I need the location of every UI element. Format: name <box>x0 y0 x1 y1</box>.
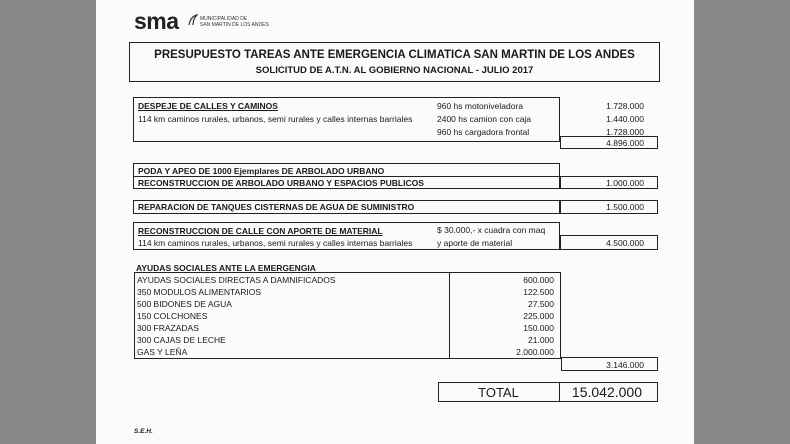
ayudas-item-label: 150 COLCHONES <box>137 311 208 321</box>
document-page <box>96 0 694 444</box>
ayudas-item-label: GAS Y LEÑA <box>137 347 188 357</box>
municipality-logo <box>134 10 274 38</box>
ayudas-item-value: 2.000.000 <box>516 347 554 357</box>
reconstruccion-note-2: y aporte de material <box>437 238 513 248</box>
ayudas-item-label: 300 CAJAS DE LECHE <box>137 335 226 345</box>
section-calles-detail: 114 km caminos rurales, urbanos, semi rurales y calles internas barriales <box>138 114 413 124</box>
poda-line-1: PODA Y APEO DE 1000 Ejemplares DE ARBOLADO URBANO <box>138 166 385 176</box>
reconstruccion-value: 4.500.000 <box>606 238 644 248</box>
calles-subtotal-value: 4.896.000 <box>606 138 644 148</box>
ayudas-item-value: 122.500 <box>523 287 554 297</box>
ayudas-item-value: 27.500 <box>528 299 554 309</box>
ayudas-column-divider <box>449 272 450 359</box>
reconstruccion-detail: 114 km caminos rurales, urbanos, semi rurales y calles internas barriales <box>138 238 413 248</box>
ayudas-item-label: 350 MODULOS ALIMENTARIOS <box>137 287 262 297</box>
ayudas-item-value: 21.000 <box>528 335 554 345</box>
logo-swoosh-icon <box>188 13 198 31</box>
ayudas-item-label: AYUDAS SOCIALES DIRECTAS A DAMNIFICADOS <box>137 275 336 285</box>
tanques-label: REPARACION DE TANQUES CISTERNAS DE AGUA DE SUMINISTRO <box>138 202 415 212</box>
title-box <box>129 42 660 82</box>
poda-divider <box>133 176 560 177</box>
ayudas-item-label: 300 FRAZADAS <box>137 323 199 333</box>
logo-text: sma <box>134 8 179 34</box>
calles-item-value: 1.728.000 <box>606 127 644 137</box>
poda-line-2: RECONSTRUCCION DE ARBOLADO URBANO Y ESPACIOS PUBLICOS <box>138 178 424 188</box>
calles-item-value: 1.728.000 <box>606 101 644 111</box>
total-value: 15.042.000 <box>571 384 642 400</box>
ayudas-item-value: 600.000 <box>523 275 554 285</box>
ayudas-item-label: 500 BIDONES DE AGUA <box>137 299 232 309</box>
tanques-value: 1.500.000 <box>606 202 644 212</box>
logo-subtitle-1: MUNICIPALIDAD DE <box>200 16 248 22</box>
footer-initials: S.E.H. <box>134 428 153 435</box>
calles-item-label: 2400 hs camion con caja <box>437 114 532 124</box>
ayudas-item-value: 150.000 <box>523 323 554 333</box>
total-label: TOTAL <box>478 385 519 400</box>
calles-item-label: 960 hs cargadora frontal <box>437 127 530 137</box>
logo-subtitle-2: SAN MARTIN DE LOS ANDES <box>200 22 269 28</box>
section-calles-heading: DESPEJE DE CALLES Y CAMINOS <box>138 101 278 111</box>
reconstruccion-heading: RECONSTRUCCION DE CALLE CON APORTE DE MATERIAL <box>138 226 383 236</box>
calles-item-value: 1.440.000 <box>606 114 644 124</box>
reconstruccion-note-1: $ 30.000,- x cuadra con maq <box>437 225 546 235</box>
page-subtitle: SOLICITUD DE A.T.N. AL GOBIERNO NACIONAL - JULIO 2017 <box>255 65 534 76</box>
ayudas-subtotal-value: 3.146.000 <box>606 360 644 370</box>
calles-item-label: 960 hs motoniveladora <box>437 101 524 111</box>
ayudas-item-value: 225.000 <box>523 311 554 321</box>
page-title: PRESUPUESTO TAREAS ANTE EMERGENCIA CLIMATICA SAN MARTIN DE LOS ANDES <box>154 49 635 61</box>
ayudas-heading: AYUDAS SOCIALES ANTE LA EMERGENGIA <box>136 263 316 273</box>
poda-value: 1.000.000 <box>606 178 644 188</box>
